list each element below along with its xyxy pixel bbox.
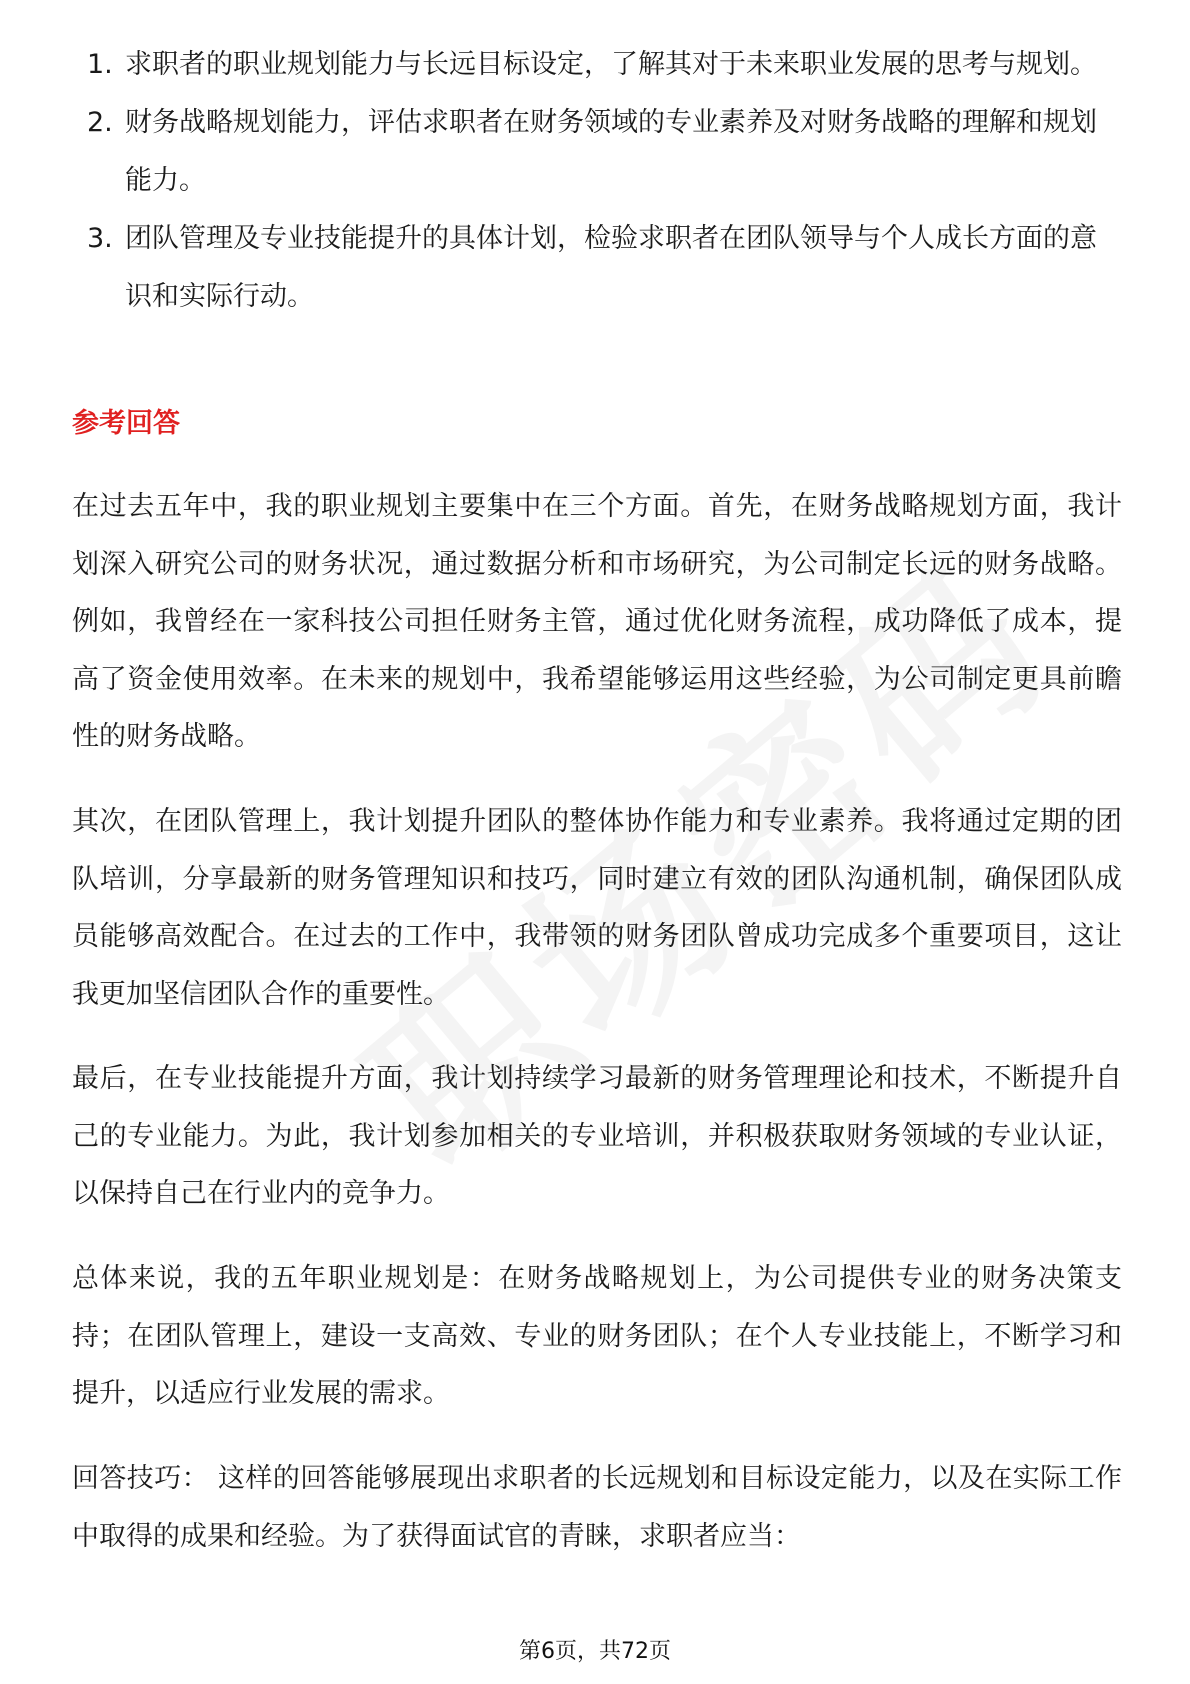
list-item-text: 团队管理及专业技能提升的具体计划，检验求职者在团队领导与个人成长方面的意识和实际行动。 [125, 223, 1097, 312]
answer-paragraph: 最后，在专业技能提升方面，我计划持续学习最新的财务管理理论和技术，不断提升自己的专业能力。为此，我计划参加相关的专业培训，并积极获取财务领域的专业认证，以保持自己在行业内的竞争力。 [72, 1063, 1122, 1210]
list-item [72, 36, 1122, 94]
list-number: 2. [87, 107, 113, 138]
tips-paragraph: 回答技巧： 这样的回答能够展现出求职者的长远规划和目标设定能力，以及在实际工作中取得的成果和经验。为了获得面试官的青睐，求职者应当： [72, 1463, 1122, 1552]
answer-paragraph: 在过去五年中，我的职业规划主要集中在三个方面。首先，在财务战略规划方面，我计划深入研究公司的财务状况，通过数据分析和市场研究，为公司制定长远的财务战略。例如，我曾经在一家科技公司担任财务主管，通过优化财务流程，成功降低了成本，提高了资金使用效率。在未来的规划中，我希望能够运用这些经验，为公司制定更具前瞻性的财务战略。 [72, 491, 1122, 753]
list-item-text: 求职者的职业规划能力与长远目标设定，了解其对于未来职业发展的思考与规划。 [125, 49, 1097, 80]
answer-paragraph: 总体来说，我的五年职业规划是：在财务战略规划上，为公司提供专业的财务决策支持；在团队管理上，建设一支高效、专业的财务团队；在个人专业技能上，不断学习和提升，以适应行业发展的需求。 [72, 1263, 1122, 1410]
section-title: 参考回答 [72, 408, 180, 439]
criteria-list [72, 36, 1122, 326]
answer-paragraph: 其次，在团队管理上，我计划提升团队的整体协作能力和专业素养。我将通过定期的团队培训，分享最新的财务管理知识和技巧，同时建立有效的团队沟通机制，确保团队成员能够高效配合。在过去的工作中，我带领的财务团队曾成功完成多个重要项目，这让我更加坚信团队合作的重要性。 [72, 806, 1122, 1010]
list-item-text: 财务战略规划能力，评估求职者在财务领域的专业素养及对财务战略的理解和规划能力。 [125, 107, 1097, 196]
list-item [72, 210, 1122, 326]
list-number: 1. [87, 49, 113, 80]
list-item [72, 94, 1122, 210]
page-number: 第6页，共72页 [519, 1639, 671, 1664]
list-number: 3. [87, 223, 113, 254]
